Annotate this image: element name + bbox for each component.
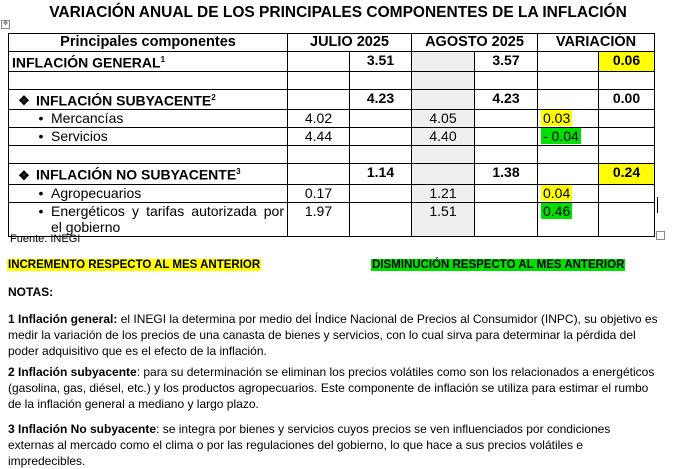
label-inflacion-general: INFLACIÓN GENERAL$^1$ — [9, 52, 288, 72]
label-energeticos: • Energéticos y tarifas autorizada por el gobierno — [9, 202, 288, 236]
row-agropecuarios — [9, 184, 655, 202]
label-inflacion-subyacente: ❖ INFLACIÓN SUBYACENTE$^2$ — [9, 89, 288, 110]
legend-increase: INCREMENTO RESPECTO AL MES ANTERIOR — [8, 259, 261, 271]
no-subyacente-julio: 1.14 — [350, 164, 412, 185]
energeticos-variacion-cell — [538, 202, 599, 236]
diamond-bullet-icon: ❖ — [18, 93, 30, 109]
row-servicios — [9, 128, 655, 146]
label-agropecuarios: • Agropecuarios — [9, 184, 288, 202]
subyacente-variacion: 0.00 — [599, 89, 655, 110]
row-mercancias — [9, 110, 655, 128]
bullet-icon: • — [38, 202, 44, 219]
label-mercancias: • Mercancías — [9, 110, 288, 128]
text-cursor — [657, 197, 658, 213]
row-inflacion-subyacente — [9, 89, 655, 110]
row-inflacion-general — [9, 52, 655, 72]
table-header-row — [9, 34, 655, 52]
agropecuarios-julio: 0.17 — [288, 184, 350, 202]
mercancias-variacion: 0.03 — [543, 110, 571, 127]
header-julio: JULIO 2025 — [288, 34, 412, 52]
agropecuarios-variacion-cell — [538, 184, 599, 202]
note-1: 1 Inflación general: el INEGI la determina por medio del Índice Nacional de Precios al Consumidor (INPC), su objetivo es medir la variación de los precios de una canasta de bienes y servicios, con lo cual sirva para determinar la pérdida del poder adquisitivo que es el efecto de la inflación. — [8, 312, 658, 358]
general-agosto: 3.57 — [475, 52, 538, 72]
row-spacer — [9, 71, 655, 89]
header-componentes: Principales componentes — [9, 34, 288, 52]
row-inflacion-no-subyacente — [9, 164, 655, 185]
mercancias-variacion-cell — [538, 110, 599, 128]
servicios-agosto: 4.40 — [412, 128, 475, 146]
document-title: VARIACIÓN ANUAL DE LOS PRINCIPALES COMPONENTES DE LA INFLACIÓN — [49, 4, 627, 21]
table-move-handle[interactable]: ✥ — [2, 21, 9, 27]
no-subyacente-variacion: 0.24 — [599, 164, 655, 185]
agropecuarios-agosto: 1.21 — [412, 184, 475, 202]
label-servicios: • Servicios — [9, 128, 288, 146]
servicios-variacion: - 0.04 — [543, 128, 579, 145]
energeticos-variacion: 0.46 — [543, 202, 571, 219]
mercancias-julio: 4.02 — [288, 110, 350, 128]
notes-heading: NOTAS: — [8, 285, 54, 299]
header-variacion: VARIACIÓN — [538, 34, 655, 52]
energeticos-agosto: 1.51 — [412, 202, 475, 236]
servicios-variacion-cell — [538, 128, 599, 146]
inflation-table — [8, 33, 655, 237]
source-note: Fuente: INEGI — [10, 233, 81, 245]
row-energeticos — [9, 202, 655, 236]
bullet-icon: • — [38, 128, 44, 145]
general-variacion: 0.06 — [599, 52, 655, 72]
bullet-icon: • — [38, 110, 44, 127]
table-resize-handle[interactable] — [656, 231, 665, 240]
servicios-julio: 4.44 — [288, 128, 350, 146]
legend-decrease: DISMINUCIÓN RESPECTO AL MES ANTERIOR — [372, 259, 625, 271]
row-spacer — [9, 146, 655, 164]
no-subyacente-agosto: 1.38 — [475, 164, 538, 185]
header-agosto: AGOSTO 2025 — [412, 34, 538, 52]
mercancias-agosto: 4.05 — [412, 110, 475, 128]
note-3: 3 Inflación No subyacente: se integra por bienes y servicios cuyos precios se ven influenciados por condiciones externas al mercado como el clima o por las regulaciones del gobierno, lo que hace a sus precios volátiles e impredecibles. — [8, 422, 611, 468]
general-julio: 3.51 — [350, 52, 412, 72]
note-2: 2 Inflación subyacente: para su determinación se eliminan los precios volátiles como son los relacionados a energéticos (gasolina, gas, diésel, etc.) y los productos agropecuarios. Este componente de inflación se utiliza para estimar el rumbo de la inflación general a mediano y largo plazo. — [8, 365, 655, 411]
subyacente-agosto: 4.23 — [475, 89, 538, 110]
diamond-bullet-icon: ❖ — [18, 167, 30, 183]
label-inflacion-no-subyacente: ❖ INFLACIÓN NO SUBYACENTE$^3$ — [9, 164, 288, 185]
energeticos-julio: 1.97 — [288, 202, 350, 236]
subyacente-julio: 4.23 — [350, 89, 412, 110]
bullet-icon: • — [38, 184, 44, 201]
agropecuarios-variacion: 0.04 — [543, 184, 571, 201]
